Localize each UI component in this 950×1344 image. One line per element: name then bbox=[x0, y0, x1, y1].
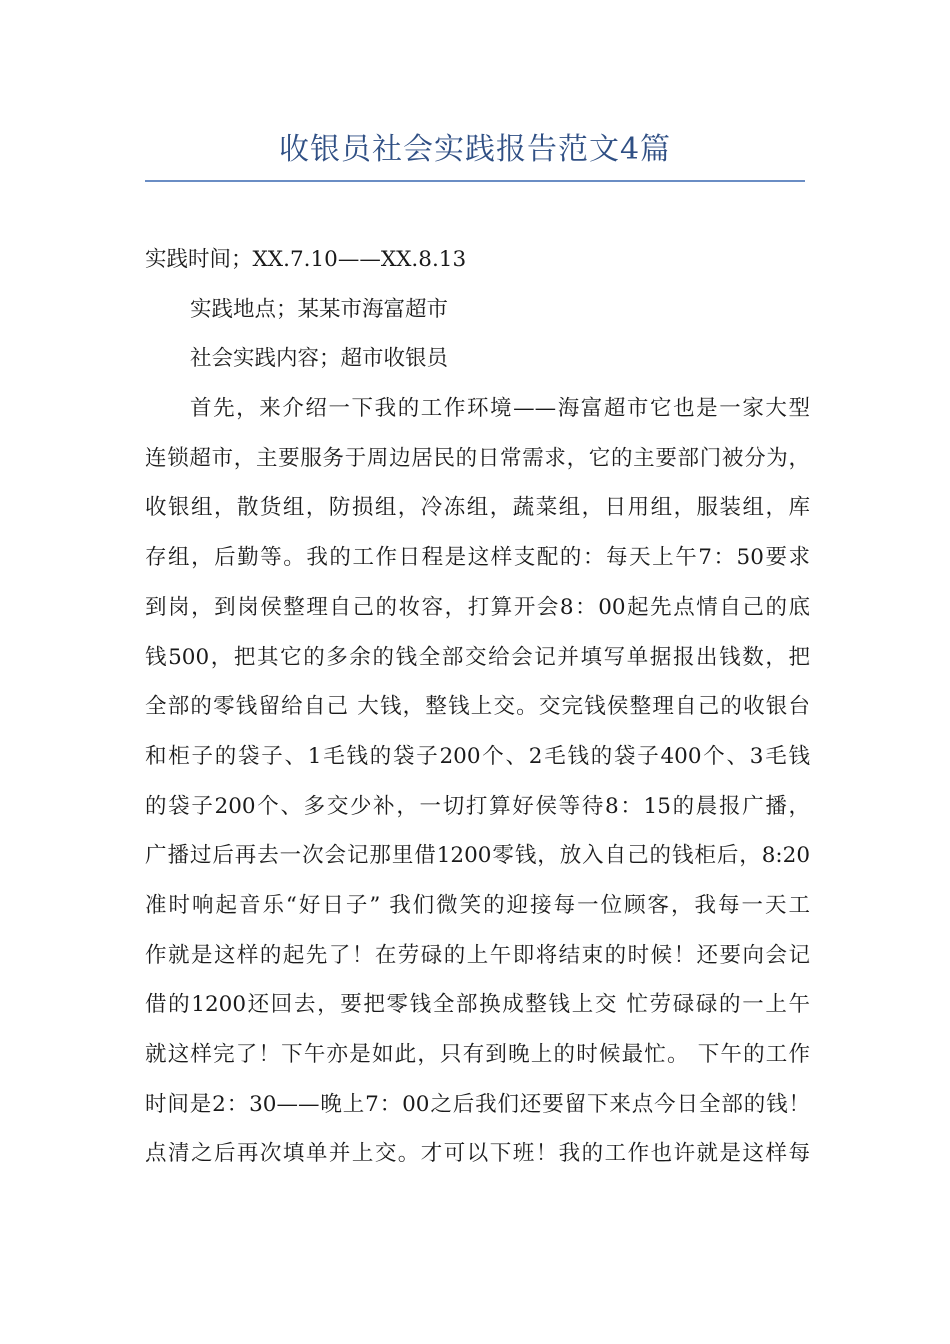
paragraph-line: 首先，来介绍一下我的工作环境——海富超市它也是一家大型 bbox=[190, 396, 810, 422]
paragraph-line: 收银组，散货组，防损组，冷冻组，蔬菜组，日用组，服装组，库 bbox=[145, 495, 810, 521]
paragraph-line: 准时响起音乐“好日子” 我们微笑的迎接每一位顾客，我每一天工 bbox=[145, 892, 810, 918]
document-body bbox=[145, 235, 810, 1179]
paragraph-line: 点清之后再次填单并上交。才可以下班！我的工作也许就是这样每 bbox=[145, 1141, 810, 1167]
paragraph-line: 的袋子200个、多交少补，一切打算好侯等待8：15的晨报广播， bbox=[145, 793, 810, 819]
document-title: 收银员社会实践报告范文4篇 bbox=[278, 132, 672, 167]
paragraph-line: 全部的零钱留给自己 大钱，整钱上交。交完钱侯整理自己的收银台 bbox=[145, 694, 810, 720]
paragraph-line: 实践时间；XX.7.10——XX.8.13 bbox=[145, 247, 467, 272]
paragraph-line: 时间是2：30——晚上7：00之后我们还要留下来点今日全部的钱！ bbox=[145, 1091, 810, 1117]
paragraph-line: 钱500，把其它的多余的钱全部交给会记并填写单据报出钱数，把 bbox=[145, 644, 810, 670]
title-divider bbox=[145, 180, 805, 182]
paragraph-line: 存组，后勤等。我的工作日程是这样支配的：每天上午7：50要求 bbox=[145, 545, 810, 571]
paragraph-line: 和柜子的袋子、1毛钱的袋子200个、2毛钱的袋子400个、3毛钱 bbox=[145, 743, 810, 769]
paragraph-line: 就这样完了！下午亦是如此，只有到晚上的时候最忙。 下午的工作 bbox=[145, 1042, 810, 1067]
paragraph-line: 作就是这样的起先了！在劳碌的上午即将结束的时候！还要向会记 bbox=[145, 942, 810, 968]
paragraph-line: 连锁超市，主要服务于周边居民的日常需求，它的主要部门被分为， bbox=[145, 445, 810, 471]
paragraph-line: 广播过后再去一次会记那里借1200零钱，放入自己的钱柜后，8:20 bbox=[145, 843, 810, 869]
paragraph-line: 到岗，到岗侯整理自己的妆容，打算开会8：00起先点情自己的底 bbox=[145, 594, 810, 620]
paragraph-line: 实践地点；某某市海富超市 bbox=[190, 296, 449, 322]
paragraph-line: 社会实践内容；超市收银员 bbox=[190, 346, 449, 372]
paragraph-line: 借的1200还回去，要把零钱全部换成整钱上交 忙劳碌碌的一上午 bbox=[145, 992, 810, 1018]
